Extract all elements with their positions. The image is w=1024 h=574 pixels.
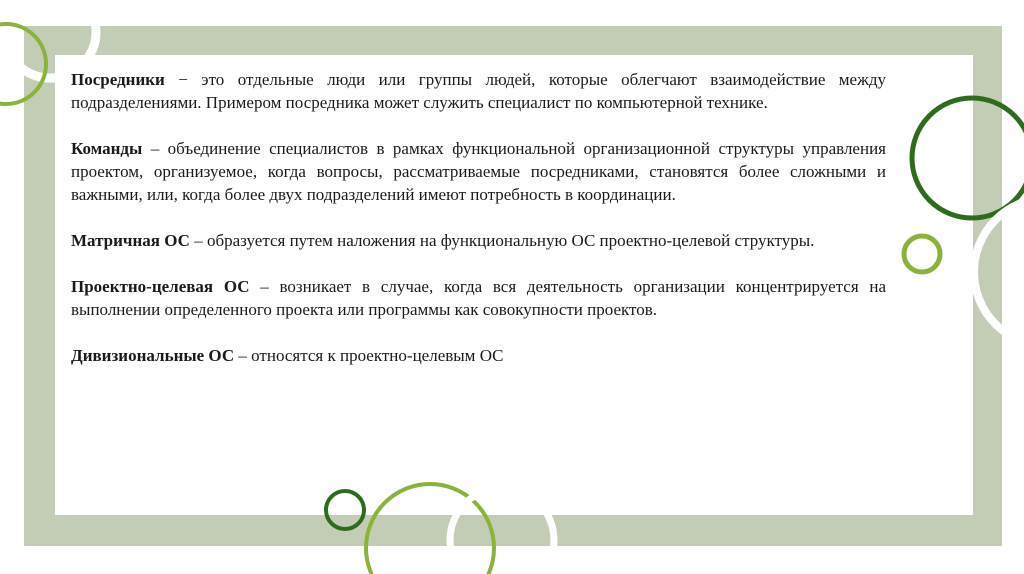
definition-matrix: – образуется путем наложения на функциональную ОС проектно-целевой структуры. (189, 231, 815, 250)
paragraph-divisional (71, 344, 886, 367)
term-project-target: Проектно-целевая ОС (71, 277, 250, 296)
definition-intermediaries: − это отдельные люди или группы людей, которые облегчают взаимодействие между подразделениями. Примером посредника может служить специалист по компьютерной технике. (71, 70, 886, 112)
term-intermediaries: Посредники (71, 70, 165, 89)
definition-teams: – объединение специалистов в рамках функциональной организационной структуры управления проектом, организуемое, когда вопросы, рассматриваемые посредниками, становятся более сложными и важными, или, когда более двух подразделений имеют потребность в координации. (71, 139, 886, 204)
definition-project-target: – возникает в случае, когда вся деятельность организации концентрируется на выполнении определенного проекта или программы как совокупности проектов. (71, 277, 886, 319)
paragraph-intermediaries (71, 68, 886, 114)
definition-divisional: – относятся к проектно-целевым ОС (234, 346, 504, 365)
term-teams: Команды (71, 139, 143, 158)
term-matrix: Матричная ОС (71, 231, 190, 250)
paragraph-teams (71, 137, 886, 206)
paragraph-matrix (71, 229, 886, 252)
term-divisional: Дивизиональные ОС (71, 346, 235, 365)
text-content (71, 68, 886, 390)
paragraph-project-target (71, 275, 886, 321)
